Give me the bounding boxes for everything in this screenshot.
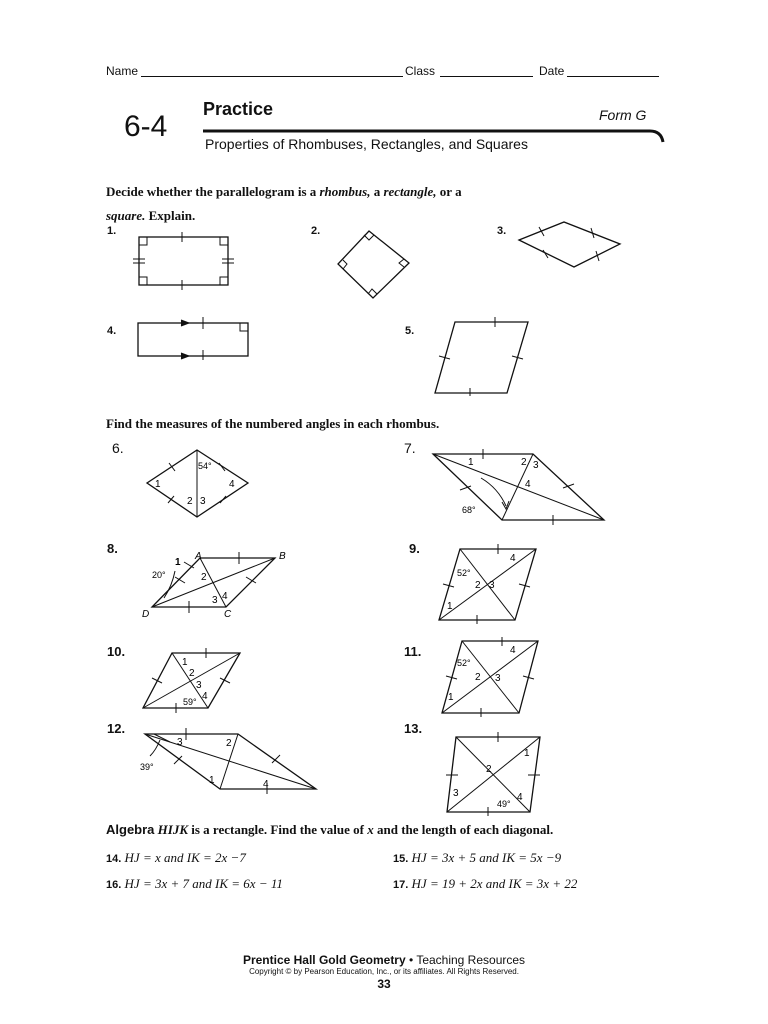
- problem-3-number: 3.: [497, 225, 507, 237]
- fig6-angle-given: 54°: [198, 461, 212, 471]
- problem-17: 17. HJ = 19 + 2x and IK = 3x + 22: [393, 876, 578, 891]
- problem-1-number: 1.: [107, 225, 117, 237]
- figure-10-rhombus: [140, 648, 248, 714]
- problem-16: 16. HJ = 3x + 7 and IK = 6x − 11: [106, 876, 283, 891]
- fig7-angle-4: 4: [525, 479, 531, 490]
- fig11-angle-4: 4: [510, 645, 516, 656]
- fig11-angle-2: 2: [475, 672, 481, 683]
- fig9-angle-4: 4: [510, 553, 516, 564]
- fig11-angle-given: 52°: [457, 658, 471, 668]
- fig7-angle-3: 3: [533, 460, 539, 471]
- fig11-angle-1: 1: [448, 692, 454, 703]
- problem-14: 14. HJ = x and IK = 2x −7: [106, 850, 246, 865]
- fig8-angle-3: 3: [212, 595, 218, 606]
- fig13-angle-given: 49°: [497, 799, 511, 809]
- problem-11-number: 11.: [404, 644, 422, 659]
- problem-5-number: 5.: [405, 325, 415, 337]
- figure-12-rhombus: [140, 726, 320, 794]
- fig13-angle-2: 2: [486, 764, 492, 775]
- fig10-angle-given: 59°: [183, 697, 197, 707]
- fig13-angle-3: 3: [453, 788, 459, 799]
- class-field[interactable]: [440, 76, 533, 77]
- fig7-angle-1: 1: [468, 457, 474, 468]
- fig9-angle-3: 3: [489, 580, 495, 591]
- date-field[interactable]: [567, 76, 659, 77]
- figure-13-rhombus: [444, 732, 544, 816]
- figure-2-square: [334, 226, 414, 304]
- figure-4-rectangle: [134, 314, 254, 360]
- problem-9-number: 9.: [409, 541, 420, 556]
- name-field[interactable]: [141, 76, 403, 77]
- fig6-angle-2: 2: [187, 496, 193, 507]
- problem-6-number: 6.: [112, 440, 124, 456]
- section2-instruction: Find the measures of the numbered angles in each rhombus.: [106, 416, 440, 431]
- date-label: Date: [539, 64, 565, 78]
- fig6-angle-4: 4: [229, 479, 235, 490]
- problem-13-number: 13.: [404, 721, 423, 736]
- figure-3-rhombus: [516, 219, 624, 271]
- problem-15: 15. HJ = 3x + 5 and IK = 5x −9: [393, 850, 562, 865]
- name-label: Name: [106, 64, 139, 78]
- figure-9-rhombus: [436, 544, 542, 624]
- section1-instruction: Decide whether the parallelogram is a rhombus, a rectangle, or a square. Explain.: [106, 184, 462, 223]
- fig8-angle-2: 2: [201, 572, 207, 583]
- practice-heading: Practice: [203, 99, 274, 119]
- figure-8-rhombus: [142, 546, 292, 622]
- fig6-angle-1: 1: [155, 479, 161, 490]
- fig13-angle-4: 4: [517, 792, 523, 803]
- fig12-angle-4: 4: [263, 779, 269, 790]
- fig8-angle-1: 1: [175, 557, 181, 568]
- fig12-angle-2: 2: [226, 738, 232, 749]
- figure-5-rhombus: [430, 316, 534, 396]
- class-label: Class: [405, 64, 436, 78]
- algebra-instruction: Algebra HIJK is a rectangle. Find the value of x and the length of each diagonal.: [106, 822, 554, 837]
- problem-7-number: 7.: [404, 440, 416, 456]
- figure-1-rectangle: [130, 230, 240, 300]
- fig11-angle-3: 3: [495, 673, 501, 684]
- fig8-vertex-c: C: [224, 609, 232, 620]
- fig8-angle-given: 20°: [152, 570, 166, 580]
- fig13-angle-1: 1: [524, 748, 530, 759]
- fig7-angle-given: 68°: [462, 505, 476, 515]
- fig10-angle-1: 1: [182, 657, 188, 668]
- fig8-angle-4: 4: [222, 591, 228, 602]
- footer-credit: Prentice Hall Gold Geometry • Teaching Resources: [242, 953, 526, 967]
- fig8-vertex-d: D: [142, 609, 150, 620]
- figure-7-rhombus: [428, 448, 608, 526]
- fig9-angle-2: 2: [475, 580, 481, 591]
- page-number: 33: [377, 977, 391, 991]
- page-subtitle: Properties of Rhombuses, Rectangles, and Squares: [205, 136, 528, 152]
- problem-4-number: 4.: [107, 325, 117, 337]
- lesson-number: 6-4: [124, 110, 168, 143]
- fig7-angle-2: 2: [521, 457, 527, 468]
- fig12-angle-given: 39°: [140, 762, 154, 772]
- problem-10-number: 10.: [107, 644, 126, 659]
- fig12-angle-1: 1: [209, 775, 215, 786]
- fig10-angle-4: 4: [202, 691, 208, 702]
- form-label: Form G: [599, 107, 647, 123]
- figure-11-rhombus: [437, 637, 543, 717]
- fig9-angle-given: 52°: [457, 568, 471, 578]
- figure-6-rhombus: [140, 446, 260, 522]
- fig10-angle-3: 3: [196, 680, 202, 691]
- fig8-vertex-b: B: [279, 551, 286, 562]
- footer-copyright: Copyright © by Pearson Education, Inc., or its affiliates. All Rights Reserved.: [249, 967, 519, 976]
- problem-2-number: 2.: [311, 225, 321, 237]
- fig9-angle-1: 1: [447, 601, 453, 612]
- problem-8-number: 8.: [107, 541, 118, 556]
- fig12-angle-3: 3: [177, 737, 183, 748]
- fig10-angle-2: 2: [189, 668, 195, 679]
- fig8-vertex-a: A: [195, 551, 202, 562]
- problem-12-number: 12.: [107, 721, 126, 736]
- fig6-angle-3: 3: [200, 496, 206, 507]
